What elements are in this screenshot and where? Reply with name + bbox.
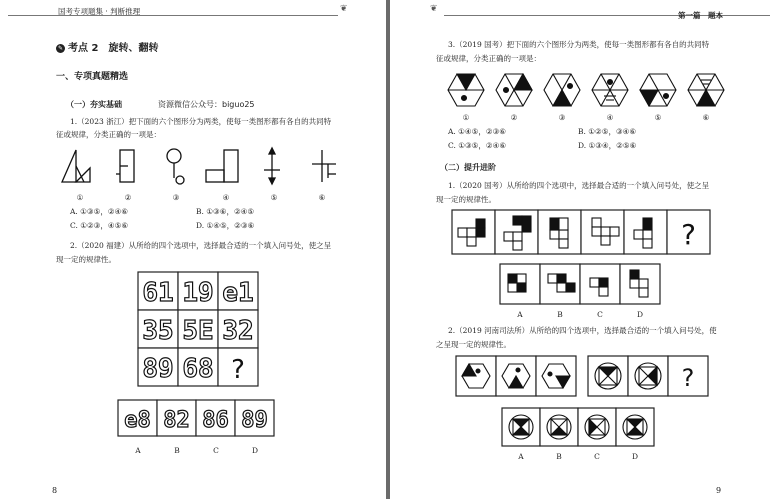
- r-q2-figure-5: [635, 363, 661, 389]
- r-q2-option-label-a: A: [518, 452, 524, 461]
- q3-label-4: ④: [606, 113, 614, 122]
- r-q2-option-label-d: D: [631, 452, 638, 461]
- q1-label-6: ⑥: [318, 193, 326, 202]
- left-page-number: 8: [52, 486, 58, 495]
- q1-label-5: ⑤: [270, 193, 278, 202]
- q2-grid-cell-3: e1: [222, 278, 254, 308]
- r-q1-question-mark: ?: [681, 218, 696, 251]
- q3-hexagon-6: [688, 74, 724, 106]
- point-title-text: 考点 2 旋转、翻转: [68, 43, 159, 54]
- q2-option-label-b: B: [174, 446, 180, 455]
- r-q1-options: [500, 264, 660, 306]
- q2-grid-cell-1: 61: [142, 278, 174, 308]
- r-q2-option-label-b: B: [556, 452, 562, 461]
- r-q2-option-c-figure: [585, 415, 609, 439]
- left-header-title: 国考专项题集 · 判断推理: [58, 7, 141, 16]
- q2-option-label-d: D: [251, 446, 258, 455]
- subsection-advanced: （二）提升进阶: [440, 163, 496, 172]
- q3-label-1: ①: [462, 113, 470, 122]
- q3-label-6: ⑥: [702, 113, 710, 122]
- q1-figure-3: [167, 149, 184, 184]
- q1-figure-1: [62, 150, 90, 182]
- r-q2-text-line2: 之呈现一定的规律性。: [436, 340, 511, 349]
- leaf-ornament-icon: ❦: [430, 4, 438, 14]
- r-q1-option-a-figure: [508, 274, 526, 292]
- right-header-title: 第一篇 题本: [678, 11, 723, 20]
- q3-figures: [446, 72, 746, 112]
- q3-hexagon-5: [640, 74, 676, 106]
- q1-figure-5: [264, 148, 280, 184]
- q3-option-b: B. ①②⑤，③④⑥: [578, 127, 637, 136]
- r-q2-figure-4: [595, 363, 621, 389]
- q1-label-2: ②: [124, 193, 132, 202]
- r-q1-sequence: [452, 210, 712, 256]
- r-q1-text-line1: 1.（2020 国考）从所给的四个选项中，选择最合适的一个填入问号处，使之呈: [448, 181, 710, 190]
- q1-label-3: ③: [172, 193, 180, 202]
- left-header-rule: [8, 15, 338, 16]
- q1-option-a: A. ①③⑤，②④⑥: [70, 207, 129, 216]
- q2-grid-cell-5: 5E: [182, 316, 214, 346]
- q2-option-c-figure: 86: [202, 408, 229, 433]
- q3-hexagon-2: [496, 74, 532, 106]
- r-q2-option-a-figure: [509, 415, 533, 439]
- q2-grid-cell-4: 35: [142, 316, 174, 346]
- r-q2-text-line1: 2.（2019 河南司法所）从所给的四个选项中，选择最合适的一个填入问号处，使: [448, 326, 717, 335]
- q1-text-line2: 征或规律，分类正确的一项是：: [56, 130, 161, 139]
- q3-label-5: ⑤: [654, 113, 662, 122]
- right-page: [390, 0, 776, 499]
- leaf-ornament-icon: ❦: [340, 4, 348, 14]
- r-q1-option-label-a: A: [517, 310, 523, 319]
- right-page-number: 9: [716, 486, 722, 495]
- q1-figures: [56, 144, 356, 190]
- q1-figure-2: [116, 150, 134, 182]
- point-bullet-icon: ✎: [57, 45, 64, 52]
- q2-grid-cell-2: 19: [182, 278, 214, 308]
- q3-text-line1: 3.（2019 国考）把下面的六个图形分为两类，使每一类图形都有各自的共同特: [448, 40, 710, 49]
- r-q2-option-d-figure: [623, 415, 647, 439]
- q2-text-line2: 现一定的规律性。: [56, 255, 116, 264]
- q2-options: [118, 400, 274, 440]
- q3-label-2: ②: [510, 113, 518, 122]
- section-title: 一、专项真题精选: [56, 72, 129, 82]
- q2-option-a-figure: e8: [124, 408, 151, 433]
- r-q2-question-mark: ?: [681, 364, 695, 392]
- q1-option-b: B. ①③⑥，②④⑤: [196, 207, 255, 216]
- q3-option-c: C. ①③⑤，②④⑥: [448, 141, 507, 150]
- q3-label-3: ③: [558, 113, 566, 122]
- q1-label-4: ④: [222, 193, 230, 202]
- q2-option-label-a: A: [135, 446, 141, 455]
- r-q2-sequence: [456, 356, 710, 398]
- subsection-basic: （一）夯实基础: [66, 100, 122, 109]
- q1-option-d: D. ①④⑤，②③⑥: [196, 221, 255, 230]
- r-q2-option-b-figure: [547, 415, 571, 439]
- q2-grid: [138, 272, 258, 392]
- left-page: [0, 0, 386, 499]
- q1-label-1: ①: [76, 193, 84, 202]
- q3-hexagon-4: [592, 74, 628, 106]
- q2-option-b-figure: 82: [163, 408, 190, 433]
- q1-option-c: C. ①②③，④⑤⑥: [70, 221, 129, 230]
- q1-figure-6: [312, 150, 336, 182]
- q3-option-d: D. ①③④，②⑤⑥: [578, 141, 637, 150]
- r-q1-option-label-d: D: [636, 310, 643, 319]
- q2-option-d-figure: 89: [241, 408, 268, 433]
- q1-text-line1: 1.（2023 浙江）把下面的六个图形分为两类，使每一类图形都有各自的共同特: [70, 117, 332, 126]
- q2-grid-question-mark: ?: [231, 355, 245, 385]
- q2-grid-cell-8: 68: [182, 354, 214, 384]
- q3-hexagon-1: [448, 74, 484, 106]
- q2-text-line1: 2.（2020 福建）从所给的四个选项中，选择最合适的一个填入问号处，使之呈: [70, 241, 332, 250]
- r-q1-option-label-c: C: [597, 310, 603, 319]
- q3-text-line2: 征或规律，分类正确的一项是：: [436, 54, 541, 63]
- q3-hexagon-3: [544, 74, 580, 106]
- q2-grid-cell-6: 32: [222, 316, 254, 346]
- point-title: [56, 44, 158, 54]
- q2-grid-cell-7: 89: [142, 354, 174, 384]
- q1-figure-4: [206, 150, 238, 182]
- watermark-text: 资源微信公众号：biguo25: [158, 100, 255, 109]
- r-q2-option-label-c: C: [594, 452, 600, 461]
- r-q1-text-line2: 现一定的规律性。: [436, 195, 496, 204]
- q3-option-a: A. ①④⑤，②③⑥: [448, 127, 507, 136]
- q2-option-label-c: C: [213, 446, 219, 455]
- r-q2-options: [502, 408, 656, 448]
- r-q1-option-label-b: B: [557, 310, 563, 319]
